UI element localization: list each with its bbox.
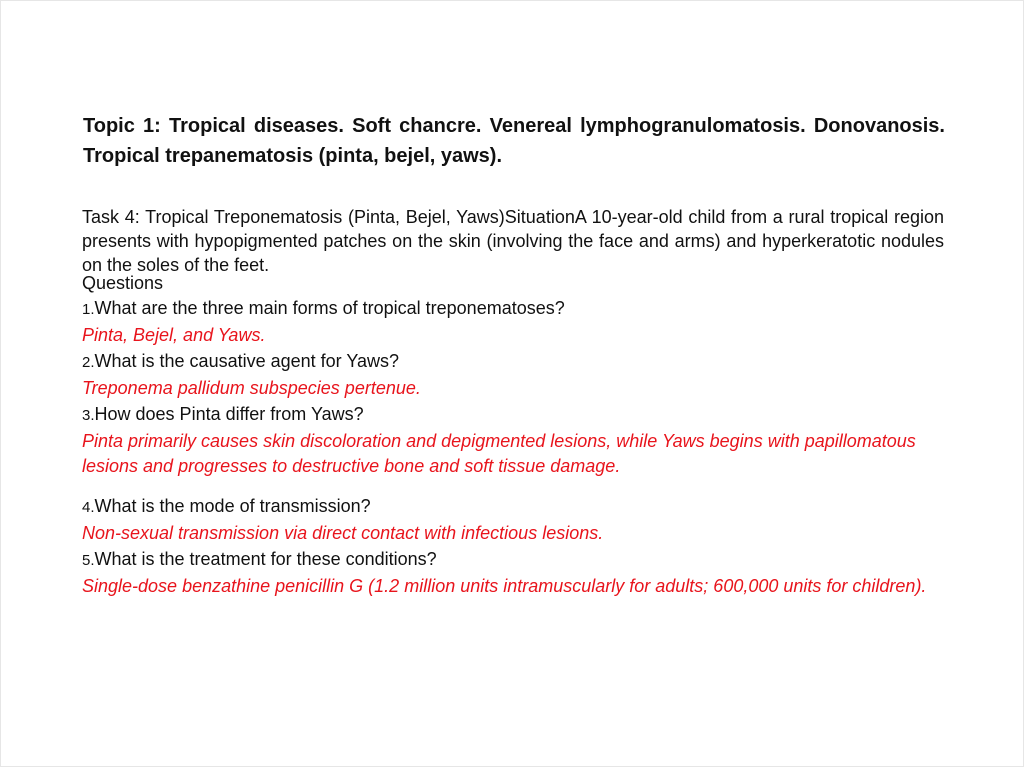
answer-5: Single-dose benzathine penicillin G (1.2 million units intramuscularly for adults; 600,000 units for children). bbox=[82, 576, 927, 596]
answer-3: Pinta primarily causes skin discoloration and depigmented lesions, while Yaws begins with papillomatous lesions and progresses to destructive bone and soft tissue damage. bbox=[82, 431, 916, 476]
answer-2: Treponema pallidum subspecies pertenue. bbox=[82, 378, 421, 398]
question-4 bbox=[82, 493, 944, 521]
question-1 bbox=[82, 295, 944, 323]
topic-heading: Topic 1: Tropical diseases. Soft chancre. Venereal lymphogranulomatosis. Donovanosis. Tropical trepanematosis (pinta, bejel, yaws). bbox=[83, 115, 945, 167]
question-text: How does Pinta differ from Yaws? bbox=[94, 404, 364, 424]
question-text: What is the causative agent for Yaws? bbox=[94, 351, 400, 371]
question-number: 3. bbox=[82, 407, 95, 424]
answer-1: Pinta, Bejel, and Yaws. bbox=[82, 325, 266, 345]
question-text: What are the three main forms of tropical treponematoses? bbox=[94, 298, 565, 318]
question-2 bbox=[82, 348, 944, 376]
task-intro: Task 4: Tropical Treponematosis (Pinta, Bejel, Yaws)SituationA 10-year-old child from a rural tropical region presents with hypopigmented patches on the skin (involving the face and arms) and hyperkeratotic nodules on the soles of the feet. bbox=[82, 207, 944, 275]
question-3 bbox=[82, 401, 944, 429]
question-text: What is the treatment for these conditions? bbox=[94, 549, 437, 569]
spacer bbox=[82, 479, 944, 493]
task-body bbox=[82, 205, 944, 599]
question-number: 1. bbox=[82, 301, 95, 318]
question-number: 2. bbox=[82, 354, 95, 371]
question-number: 4. bbox=[82, 499, 95, 516]
answer-4: Non-sexual transmission via direct contact with infectious lesions. bbox=[82, 523, 604, 543]
questions-label: Questions bbox=[82, 273, 164, 293]
question-number: 5. bbox=[82, 552, 95, 569]
question-text: What is the mode of transmission? bbox=[94, 496, 371, 516]
question-5 bbox=[82, 546, 944, 574]
